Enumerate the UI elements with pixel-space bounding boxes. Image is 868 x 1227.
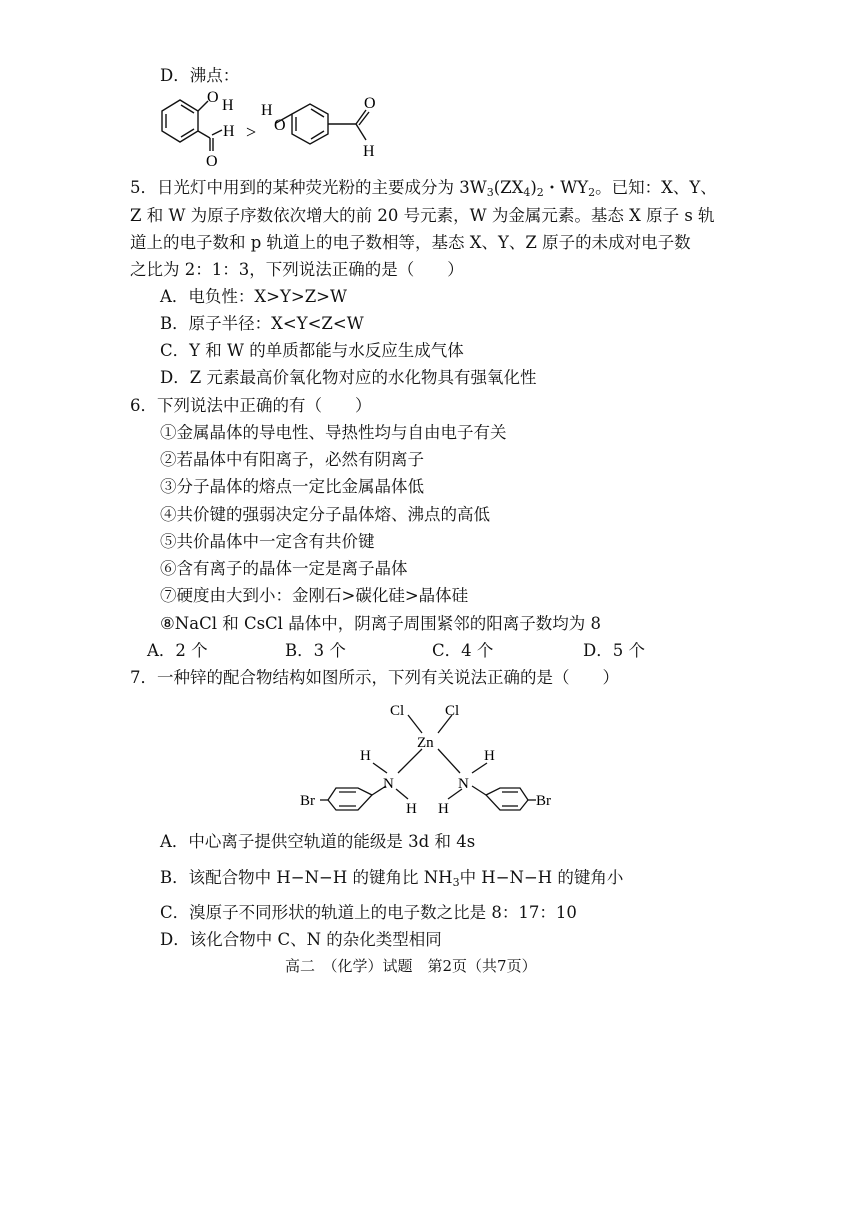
- bromine-right: Br: [536, 793, 551, 809]
- q5-stem-line4: 之比为 2：1：3，下列说法正确的是（ ）: [130, 260, 464, 279]
- q6-stem: 6．下列说法中正确的有（ ）: [130, 396, 372, 415]
- chloride-right: Cl: [445, 703, 460, 719]
- q7-stem: 7．一种锌的配合物结构如图所示，下列有关说法正确的是（ ）: [130, 668, 619, 687]
- q4-option-d: D．沸点：: [160, 66, 240, 85]
- q6-item-2: ②若晶体中有阳离子，必然有阴离子: [160, 450, 424, 469]
- q6-item-7: ⑦硬度由大到小：金刚石>碳化硅>晶体硅: [160, 586, 469, 605]
- chloride-left: Cl: [390, 703, 405, 719]
- nitrogen-left: N: [383, 776, 394, 792]
- zinc-complex-structure: [298, 695, 560, 825]
- comparison-sign: >: [246, 122, 257, 142]
- q7-option-d: D．该化合物中 C、N 的杂化类型相同: [160, 930, 442, 949]
- q6-item-4: ④共价键的强弱决定分子晶体熔、沸点的高低: [160, 505, 490, 524]
- para-o-cho: O: [364, 95, 376, 112]
- salicyl-h-top: H: [222, 97, 234, 114]
- nitrogen-right: N: [458, 776, 469, 792]
- h-right-bottom: H: [438, 801, 449, 817]
- q6-choice-d: D．5 个: [583, 641, 645, 660]
- para-o-oh: O: [274, 117, 286, 134]
- q5-stem-line1: 5．日光灯中用到的某种荧光粉的主要成分为 $3W_3(ZX_4)_2$・$WY_2$。已知：X、Y、: [130, 178, 717, 199]
- q6-item-5: ⑤共价晶体中一定含有共价键: [160, 532, 375, 551]
- bromine-left: Br: [300, 793, 315, 809]
- q7-option-a: A．中心离子提供空轨道的能级是 3d 和 4s: [160, 832, 476, 851]
- q5-stem-line3: 道上的电子数和 p 轨道上的电子数相等，基态 X、Y、Z 原子的未成对电子数: [130, 233, 691, 252]
- q6-choice-b: B．3 个: [285, 641, 346, 660]
- q5-option-c: C．Y 和 W 的单质都能与水反应生成气体: [160, 341, 464, 360]
- h-left-bottom: H: [406, 801, 417, 817]
- para-h-cho: H: [363, 143, 375, 160]
- q5-option-b: B．原子半径：X<Y<Z<W: [160, 314, 364, 333]
- q6-item-6: ⑥含有离子的晶体一定是离子晶体: [160, 559, 408, 578]
- q5-option-d: D．Z 元素最高价氧化物对应的水化物具有强氧化性: [160, 368, 537, 387]
- h-left-top: H: [360, 748, 371, 764]
- q7-option-b: B．该配合物中 H−N−H 的键角比 $NH_3$中 H−N−H 的键角小: [160, 868, 624, 889]
- q6-item-8: ⑧NaCl 和 CsCl 晶体中，阴离子周围紧邻的阳离子数均为 8: [160, 614, 601, 633]
- h-right-top: H: [484, 748, 495, 764]
- q6-choice-a: A．2 个: [147, 641, 208, 660]
- q6-choice-c: C．4 个: [432, 641, 494, 660]
- para-h-oh: H: [261, 102, 273, 119]
- salicyl-h-cho: H: [223, 123, 235, 140]
- salicyl-o-top: O: [207, 89, 219, 106]
- q6-item-1: ①金属晶体的导电性、导热性均与自由电子有关: [160, 423, 507, 442]
- q6-item-3: ③分子晶体的熔点一定比金属晶体低: [160, 477, 424, 496]
- q7-option-c: C．溴原子不同形状的轨道上的电子数之比是 8：17：10: [160, 903, 577, 922]
- zinc-center: Zn: [417, 735, 434, 751]
- q5-option-a: A．电负性：X>Y>Z>W: [160, 287, 347, 306]
- q5-stem-line2: Z 和 W 为原子序数依次增大的前 20 号元素，W 为金属元素。基态 X 原子 s 轨: [130, 206, 715, 225]
- salicyl-o-cho: O: [206, 153, 218, 170]
- boiling-point-structures: [150, 88, 410, 170]
- page-footer: 高二 （化学）试题 第2页（共7页）: [285, 957, 537, 975]
